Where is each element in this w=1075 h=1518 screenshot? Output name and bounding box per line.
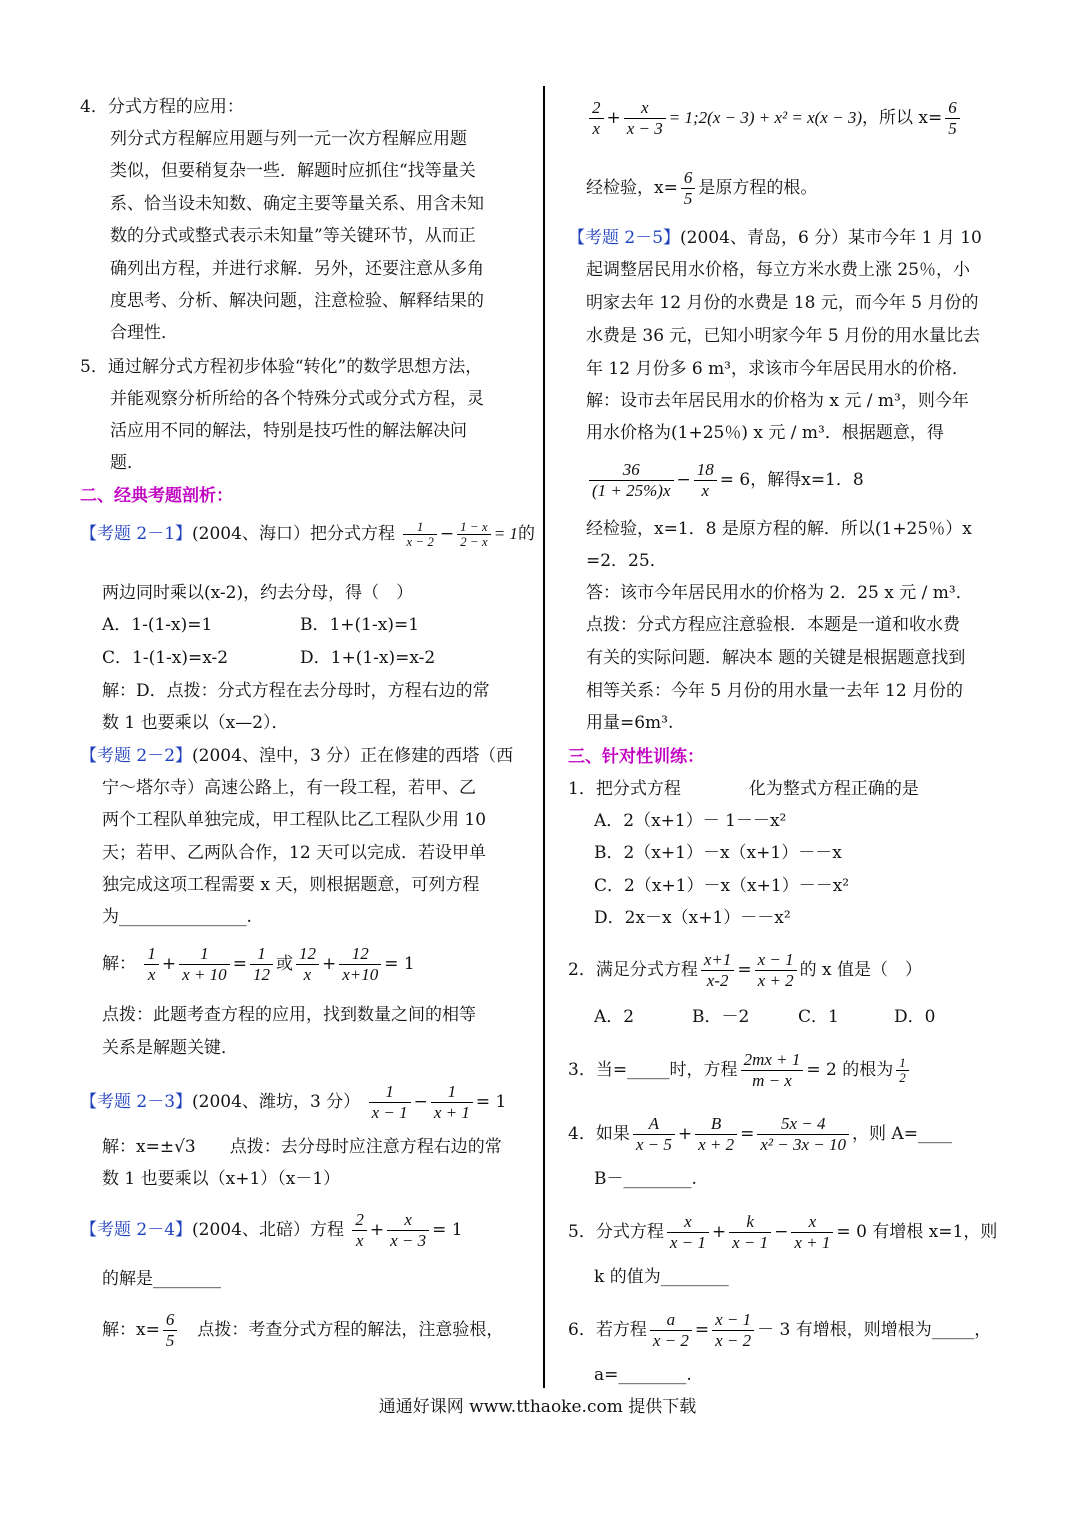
problem-text: (2004、潍坊，3 分） [192, 1092, 361, 1112]
exercise-text-mid: = 2 的根为 [806, 1060, 894, 1080]
option-c: C．1-(1-x)=x-2 [102, 648, 229, 668]
page-footer: 通通好课网 www.tthaoke.com 提供下载 [378, 1397, 697, 1417]
exercise-1-option: B．2（x+1）－x（x+1）－－x [594, 843, 842, 863]
fraction: $\frac{5x - 4}{\text{x² − 3x − 10}}$ [757, 1114, 849, 1155]
problem-line: 明家去年 12 月份的水费是 18 元，而今年 5 月份的 [586, 293, 979, 313]
fraction: $\frac{x - 1}{x - 2}$ [712, 1310, 754, 1351]
solution-equation: $\frac{2}{x}$ + $\frac{x}{x - 3}$ = 1;2(x − 3) + x² = x(x − 3)，所以 x= $\frac{6}{5}$ [586, 98, 963, 139]
solution-line: 经检验，x=1．8 是原方程的解．所以(1+25％）x [586, 519, 972, 539]
note-line: 有关的实际问题．解决本 题的关键是根据题意找到 [586, 648, 966, 668]
check-prefix: 经检验，x= [586, 178, 678, 198]
exercise-6: 6．若方程 $\frac{a}{x - 2}$ = $\frac{x - 1}{x - 2}$ － 3 有增根，则增根为_____， [568, 1310, 992, 1350]
problem-2-5 [568, 225, 982, 251]
note-line: 相等关系：今年 5 月份的用水量一去年 12 月份的 [586, 681, 964, 701]
exercise-3 [568, 1050, 912, 1091]
fraction: $\frac{2}{x}$ [589, 98, 604, 139]
exercise-text-tail: ，则 A=____ [852, 1124, 952, 1144]
fraction: $\frac{1}{12}$ [250, 944, 273, 985]
option-d: D．1+(1-x)=x-2 [300, 648, 436, 668]
problem-text-tail: 的 [517, 524, 535, 544]
solution-line: 解：设市去年居民用水的价格为 x 元 / m³，则今年 [586, 391, 969, 411]
exercise-text: 6．若方程 [568, 1320, 647, 1340]
problem-text: (2004、北碚）方程 [192, 1220, 344, 1240]
equation-tail: = 6，解得x=1．8 [719, 470, 864, 490]
check-tail: 是原方程的根。 [698, 178, 818, 198]
solution-line: =2．25． [586, 551, 667, 571]
exercise-2-option-b: B．－2 [692, 1007, 750, 1027]
problem-tag: 【考题 2－4】 [80, 1220, 193, 1240]
solution-prefix: 解： [102, 954, 136, 974]
problem-line: 独完成这项工程需要 x 天，则根据题意，可列方程 [102, 875, 480, 895]
exercise-2-option-c: C．1 [798, 1007, 839, 1027]
fraction: $\frac{a}{x - 2}$ [650, 1310, 692, 1351]
solution-prefix: 解：x= [102, 1320, 160, 1340]
exercise-1: 1．把分式方程 化为整式方程正确的是 [568, 779, 919, 799]
fraction: $\frac{1}{2}$ [896, 1056, 909, 1085]
note-line: 点拨：分式方程应注意验根．本题是一道和收水费 [586, 615, 960, 635]
problem-line: 两边同时乘以(x-2)，约去分母，得（ ） [102, 583, 414, 603]
item-5-line: 活应用不同的解法，特别是技巧性的解法解决问 [110, 421, 467, 441]
note-line: 关系是解题关键． [102, 1038, 238, 1058]
fraction: $\frac{6}{5}$ [945, 98, 960, 139]
section-3-heading: 三、针对性训练： [568, 747, 704, 767]
solution-line: 数 1 也要乘以（x+1）（x－1） [102, 1169, 341, 1189]
note-line: 用量=6m³. [586, 713, 674, 733]
fraction: $\frac{12}{x}$ [296, 944, 319, 985]
solution-tail: ，所以 x= [861, 108, 943, 128]
section-2-heading: 二、经典考题剖析： [80, 486, 233, 506]
item-4-line: 合理性． [110, 323, 178, 343]
problem-2-2 [80, 743, 513, 769]
fraction: $\frac{B}{x + 2}$ [695, 1114, 737, 1155]
or-word: 或 [275, 954, 293, 974]
fraction: $\frac{36}{(1 + 25\%)x}$ [589, 460, 674, 501]
item-5-line: 题． [110, 453, 144, 473]
exercise-text: 4．如果 [568, 1124, 630, 1144]
fraction: $\frac{A}{x - 5}$ [633, 1114, 675, 1155]
column-divider [543, 86, 545, 1388]
fraction: $\frac{1}{x + 1}$ [431, 1082, 473, 1123]
problem-line: 两个工程队单独完成，甲工程队比乙工程队少用 10 [102, 810, 487, 830]
item-5-heading: 5．通过解分式方程初步体验“转化”的数学思想方法， [80, 357, 483, 377]
exercise-1-option: A．2（x+1）－ 1－－x² [594, 811, 787, 831]
item-4-line: 系、恰当设未知数、确定主要等量关系、用含未知 [110, 194, 484, 214]
item-4-line: 度思考、分析、解决问题，注意检验、解释结果的 [110, 291, 484, 311]
option-b: B．1+(1-x)=1 [300, 615, 420, 635]
fraction: $\frac{x}{x - 3}$ [624, 98, 666, 139]
solution-line [102, 1310, 503, 1351]
fraction: $\frac{1 - x}{2 - x}$ [457, 520, 491, 549]
check-line [586, 168, 817, 209]
problem-tag: 【考题 2－1】 [80, 524, 193, 544]
item-5-line: 并能观察分析所给的各个特殊分式或分式方程，灵 [110, 389, 484, 409]
exercise-5-line: k 的值为________ [594, 1267, 729, 1287]
exercise-6-line: a=________. [594, 1365, 692, 1385]
fraction: $\frac{x - 1}{x + 2}$ [755, 950, 797, 991]
fraction: $\frac{6}{5}$ [163, 1310, 178, 1351]
item-4-line: 类似，但要稍复杂一些．解题时应抓住“找等量关 [110, 161, 476, 181]
fraction: $\frac{1}{x - 2}$ [403, 520, 437, 549]
fraction: $\frac{1}{x}$ [144, 944, 159, 985]
exercise-2: 2．满足分式方程 $\frac{x+1}{x-2}$ = $\frac{x - 1}{x + 2}$ 的 x 值是（ ） [568, 950, 923, 990]
problem-line: 年 12 月份多 6 m³，求该市今年居民用水的价格． [586, 359, 969, 379]
exercise-2-option-a: A．2 [594, 1007, 635, 1027]
problem-line: 宁～塔尔寺）高速公路上，有一段工程，若甲、乙 [102, 778, 476, 798]
solution-tail: 点拨：考查分式方程的解法，注意验根， [180, 1320, 504, 1340]
problem-2-3: 【考题 2－3】(2004、潍坊，3 分） $\frac{1}{x - 1}$ − $\frac{1}{x + 1}$ = 1 [80, 1082, 507, 1122]
exercise-text-tail: 的 x 值是（ ） [799, 960, 923, 980]
fraction: $\frac{2mx + 1}{m - x}$ [741, 1050, 804, 1091]
exercise-text-tail: = 0 有增根 x=1，则 [836, 1222, 998, 1242]
fraction: $\frac{2}{x}$ [352, 1210, 367, 1251]
fraction: $\frac{x}{x + 1}$ [791, 1212, 833, 1253]
fraction: $\frac{18}{x}$ [694, 460, 717, 501]
problem-text: (2004、青岛，6 分）某市今年 1 月 10 [680, 228, 982, 248]
exercise-1-option: C．2（x+1）－x（x+1）－－x² [594, 876, 850, 896]
fraction: $\frac{k}{x - 1}$ [729, 1212, 771, 1253]
problem-line: 的解是________ [102, 1269, 221, 1289]
fraction: $\frac{x}{x - 3}$ [387, 1210, 429, 1251]
fraction: $\frac{12}{x+10}$ [339, 944, 381, 985]
fraction: $\frac{x+1}{x-2}$ [701, 950, 735, 991]
item-4-line: 确列出方程，并进行求解．另外，还要注意从多角 [110, 259, 484, 279]
item-4-line: 数的分式或整式表示未知量”等关键环节，从而正 [110, 226, 476, 246]
solution-line: 数 1 也要乘以（x—2）． [102, 713, 289, 733]
solution-line: 解：D．点拨：分式方程在去分母时，方程右边的常 [102, 681, 490, 701]
problem-line: 天；若甲、乙两队合作，12 天可以完成．若设甲单 [102, 843, 487, 863]
problem-tag: 【考题 2－5】 [568, 228, 681, 248]
solution-equation: 解： $\frac{1}{x}$ + $\frac{1}{x + 10}$ = $\frac{1}{12}$ 或 $\frac{12}{x}$ + $\frac{12}{x+10}$ = 1 [102, 944, 415, 984]
solution-line: 用水价格为(1+25％) x 元 / m³．根据题意，得 [586, 423, 944, 443]
exercise-4: 4．如果 $\frac{A}{x - 5}$ + $\frac{B}{x + 2}$ = $\frac{5x - 4}{\text{x² − 3x − 10}}$ ，则 A=____ [568, 1114, 952, 1154]
problem-line: 为_______________. [102, 907, 252, 927]
problem-tag: 【考题 2－3】 [80, 1092, 193, 1112]
problem-2-4: 【考题 2－4】(2004、北碚）方程 $\frac{2}{x}$ + $\frac{x}{x - 3}$ = 1 [80, 1210, 463, 1250]
exercise-text-tail: － 3 有增根，则增根为_____， [757, 1320, 992, 1340]
exercise-text: 5．分式方程 [568, 1222, 664, 1242]
problem-2-1: 【考题 2－1】(2004、海口）把分式方程 $\frac{1}{x - 2}$ − $\frac{1 - x}{2 - x}$ = 1的 [80, 519, 535, 549]
item-4-line: 列分式方程解应用题与列一元一次方程解应用题 [110, 129, 467, 149]
solution-equation: $\frac{36}{(1 + 25\%)x}$ − $\frac{18}{x}$ = 6，解得x=1．8 [586, 460, 864, 501]
solution-line: 解：x=±√3 点拨：去分母时应注意方程右边的常 [102, 1137, 502, 1157]
exercise-5: 5．分式方程 $\frac{x}{x - 1}$ + $\frac{k}{x - 1}$ − $\frac{x}{x + 1}$ = 0 有增根 x=1，则 [568, 1212, 998, 1252]
exercise-4-line: B－________. [594, 1169, 697, 1189]
fraction: $\frac{x}{x - 1}$ [667, 1212, 709, 1253]
fraction: $\frac{1}{x + 10}$ [179, 944, 230, 985]
exercise-text: 3．当=_____时，方程 [568, 1060, 738, 1080]
option-a: A．1-(1-x)=1 [102, 615, 213, 635]
fraction: $\frac{6}{5}$ [681, 168, 696, 209]
problem-text: (2004、海口）把分式方程 [192, 524, 395, 544]
exercise-2-option-d: D．0 [894, 1007, 936, 1027]
item-4-heading: 4．分式方程的应用： [80, 97, 244, 117]
problem-text: (2004、湟中，3 分）正在修建的西塔（西 [192, 746, 514, 766]
exercise-text: 2．满足分式方程 [568, 960, 698, 980]
exercise-1-option: D．2x－x（x+1）－－x² [594, 908, 791, 928]
answer-line: 答：该市今年居民用水的价格为 2．25 x 元 / m³． [586, 583, 973, 603]
problem-tag: 【考题 2－2】 [80, 746, 193, 766]
fraction: $\frac{1}{x - 1}$ [369, 1082, 411, 1123]
problem-line: 水费是 36 元，已知小明家今年 5 月份的用水量比去 [586, 326, 981, 346]
note-line: 点拨：此题考查方程的应用，找到数量之间的相等 [102, 1005, 476, 1025]
problem-line: 起调整居民用水价格，每立方米水费上涨 25％，小 [586, 260, 971, 280]
